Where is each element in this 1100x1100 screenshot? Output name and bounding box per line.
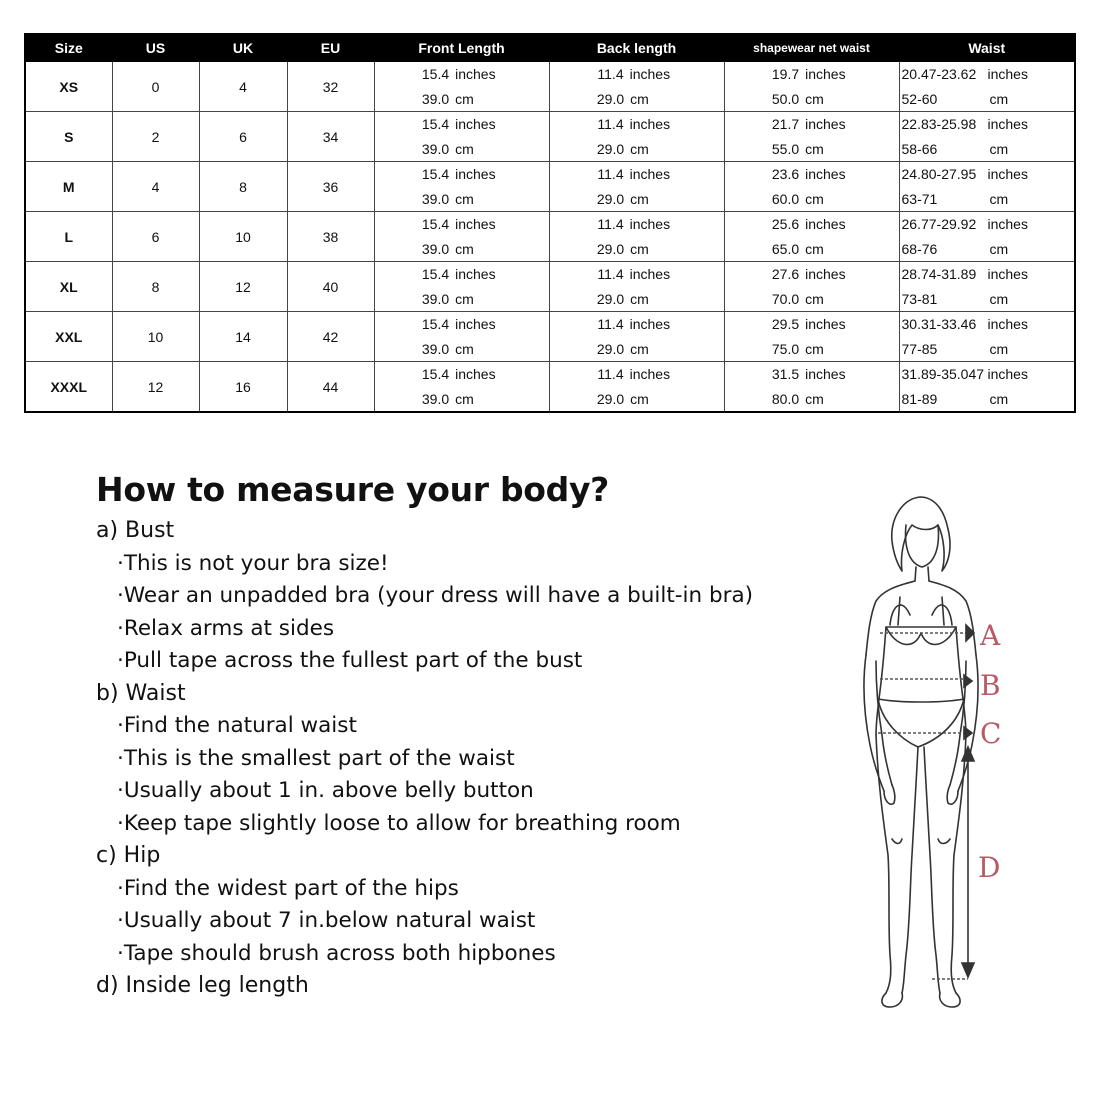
back-length-cm — [549, 387, 724, 413]
right-foot — [940, 993, 960, 1007]
bra-outline — [886, 627, 956, 644]
front-length-inches-unit: inches — [455, 166, 496, 183]
waist-inches-value: 30.31-33.46 — [901, 316, 977, 333]
front-length-cm-unit: cm — [455, 390, 474, 407]
us-cell: 12 — [112, 362, 199, 413]
front-length-cm-value: 39.0 — [421, 240, 450, 257]
waist-inches-unit: inches — [987, 266, 1028, 283]
net-waist-inches-value: 27.6 — [771, 266, 800, 283]
guide-item: · Usually about 7 in.below natural waist — [117, 905, 796, 938]
net-waist-cm — [724, 387, 899, 413]
left-hand — [884, 785, 895, 804]
header-back-length: Back length — [549, 34, 724, 62]
us-cell: 2 — [112, 112, 199, 162]
front-length-inches-value: 15.4 — [421, 116, 450, 133]
net-waist-inches — [724, 112, 899, 137]
waist-cm-unit: cm — [989, 90, 1009, 107]
waist-inches-unit: inches — [987, 66, 1028, 83]
net-waist-inches-value: 21.7 — [771, 116, 800, 133]
header-shapewear-net-waist: shapewear net waist — [724, 34, 899, 62]
arrow-c-icon — [964, 727, 972, 739]
uk-cell: 14 — [199, 312, 287, 362]
front-length-inches-value: 15.4 — [421, 266, 450, 283]
waist-cm-value: 63-71 — [901, 190, 938, 207]
waist-cm — [899, 287, 1075, 312]
waist-inches — [899, 62, 1075, 87]
table-row — [25, 112, 1075, 137]
guide-title: How to measure your body? — [96, 470, 610, 509]
back-length-cm — [549, 87, 724, 112]
waist-inches-value: 28.74-31.89 — [901, 266, 977, 283]
front-length-cm-unit: cm — [455, 340, 474, 357]
net-waist-inches-unit: inches — [805, 166, 846, 183]
arrow-down-icon — [962, 963, 974, 977]
arrow-up-icon — [962, 747, 974, 761]
us-cell: 0 — [112, 62, 199, 112]
net-waist-cm-unit: cm — [805, 140, 824, 157]
waist-inches-value: 22.83-25.98 — [901, 116, 977, 133]
net-waist-inches-value: 29.5 — [771, 316, 800, 333]
net-waist-cm — [724, 137, 899, 162]
guide-sections — [96, 515, 796, 1003]
back-length-inches — [549, 162, 724, 187]
back-length-inches-unit: inches — [629, 366, 671, 383]
front-length-cm-value: 39.0 — [421, 390, 450, 407]
net-waist-inches — [724, 212, 899, 237]
back-length-cm-value: 29.0 — [596, 290, 625, 307]
front-length-inches — [374, 162, 549, 187]
arrow-b-icon — [964, 675, 972, 687]
back-length-cm — [549, 237, 724, 262]
size-cell: M — [25, 162, 112, 212]
front-length-inches — [374, 362, 549, 387]
front-length-inches-value: 15.4 — [421, 166, 450, 183]
letter-d: D — [978, 851, 1001, 884]
eu-cell: 34 — [287, 112, 374, 162]
letter-a: A — [980, 619, 1001, 652]
back-length-cm-value: 29.0 — [596, 240, 625, 257]
net-waist-cm-value: 60.0 — [771, 190, 800, 207]
eu-cell: 32 — [287, 62, 374, 112]
back-length-inches-unit: inches — [629, 316, 671, 333]
front-length-cm — [374, 87, 549, 112]
guide-section-label: a) Bust — [96, 518, 175, 543]
eu-cell: 40 — [287, 262, 374, 312]
back-length-cm — [549, 287, 724, 312]
back-length-cm-unit: cm — [630, 240, 649, 257]
waist-inches-unit: inches — [987, 316, 1028, 333]
back-length-inches-value: 11.4 — [597, 316, 624, 333]
net-waist-cm-unit: cm — [805, 190, 824, 207]
uk-cell: 12 — [199, 262, 287, 312]
table-header-row — [25, 34, 1075, 62]
guide-section-label: c) Hip — [96, 843, 161, 868]
back-length-cm — [549, 187, 724, 212]
net-waist-cm — [724, 287, 899, 312]
front-length-inches-value: 15.4 — [421, 316, 450, 333]
waist-inches — [899, 112, 1075, 137]
waist-inches-value: 26.77-29.92 — [901, 216, 977, 233]
front-length-cm — [374, 237, 549, 262]
back-length-inches — [549, 362, 724, 387]
waist-cm — [899, 187, 1075, 212]
front-length-inches-unit: inches — [455, 116, 496, 133]
waist-cm-unit: cm — [989, 290, 1009, 307]
front-length-inches — [374, 312, 549, 337]
front-length-cm-value: 39.0 — [421, 90, 450, 107]
us-cell: 4 — [112, 162, 199, 212]
waist-inches — [899, 212, 1075, 237]
uk-cell: 4 — [199, 62, 287, 112]
net-waist-inches-value: 31.5 — [771, 366, 800, 383]
net-waist-inches — [724, 312, 899, 337]
eu-cell: 44 — [287, 362, 374, 413]
front-length-cm — [374, 287, 549, 312]
waist-cm — [899, 337, 1075, 362]
net-waist-cm-unit: cm — [805, 340, 824, 357]
net-waist-cm-value: 75.0 — [771, 340, 800, 357]
front-length-cm — [374, 387, 549, 413]
uk-cell: 6 — [199, 112, 287, 162]
back-length-inches-unit: inches — [629, 166, 671, 183]
front-length-cm-unit: cm — [455, 240, 474, 257]
back-length-cm-value: 29.0 — [596, 190, 625, 207]
waist-inches — [899, 312, 1075, 337]
left-foot — [882, 993, 902, 1007]
eu-cell: 38 — [287, 212, 374, 262]
net-waist-inches-unit: inches — [805, 116, 846, 133]
size-cell: XXXL — [25, 362, 112, 413]
front-length-cm-unit: cm — [455, 90, 474, 107]
back-length-cm-unit: cm — [630, 90, 649, 107]
front-length-inches — [374, 62, 549, 87]
front-length-inches — [374, 262, 549, 287]
front-length-inches-value: 15.4 — [421, 366, 450, 383]
right-hand — [947, 785, 958, 804]
waist-inches-unit: inches — [987, 116, 1028, 133]
back-length-cm — [549, 337, 724, 362]
waist-inches-unit: inches — [987, 216, 1028, 233]
back-length-inches-value: 11.4 — [597, 266, 624, 283]
guide-item: · Keep tape slightly loose to allow for breathing room — [117, 808, 796, 841]
waist-inches-unit: inches — [987, 166, 1028, 183]
front-length-cm — [374, 337, 549, 362]
waist-cm — [899, 387, 1075, 413]
net-waist-inches-unit: inches — [805, 66, 846, 83]
waist-inches-value: 20.47-23.62 — [901, 66, 977, 83]
waist-cm-value: 73-81 — [901, 290, 938, 307]
back-length-inches-unit: inches — [629, 66, 671, 83]
briefs-outline — [878, 699, 964, 747]
waist-cm-value: 77-85 — [901, 340, 938, 357]
waist-inches-unit: inches — [987, 366, 1028, 383]
face-outline — [906, 525, 939, 567]
net-waist-cm-unit: cm — [805, 240, 824, 257]
table-row — [25, 362, 1075, 387]
back-length-inches-unit: inches — [629, 216, 671, 233]
back-length-cm-value: 29.0 — [596, 340, 625, 357]
net-waist-inches — [724, 262, 899, 287]
guide-item: · Usually about 1 in. above belly button — [117, 775, 796, 808]
table-row — [25, 212, 1075, 237]
measure-guide — [96, 470, 796, 1003]
guide-section-label: b) Waist — [96, 680, 186, 706]
front-length-inches-value: 15.4 — [421, 66, 450, 83]
front-length-cm — [374, 187, 549, 212]
front-length-inches-value: 15.4 — [421, 216, 450, 233]
guide-item: · Find the widest part of the hips — [117, 873, 796, 906]
net-waist-inches — [724, 62, 899, 87]
net-waist-inches-value: 25.6 — [771, 216, 800, 233]
guide-section-label: d) Inside leg length — [96, 973, 309, 998]
net-waist-cm-unit: cm — [805, 290, 824, 307]
back-length-inches-value: 11.4 — [597, 66, 624, 83]
guide-item: · This is not your bra size! — [117, 548, 796, 581]
net-waist-cm — [724, 337, 899, 362]
uk-cell: 16 — [199, 362, 287, 413]
back-length-cm — [549, 137, 724, 162]
back-length-inches — [549, 62, 724, 87]
waist-cm — [899, 237, 1075, 262]
net-waist-inches — [724, 362, 899, 387]
back-length-inches-value: 11.4 — [597, 366, 624, 383]
back-length-cm-unit: cm — [630, 390, 649, 407]
waist-cm-unit: cm — [989, 240, 1009, 257]
eu-cell: 36 — [287, 162, 374, 212]
left-arm — [864, 655, 884, 791]
back-length-cm-unit: cm — [630, 290, 649, 307]
guide-item: · Wear an unpadded bra (your dress will have a built-in bra) — [117, 580, 796, 613]
net-waist-cm-value: 80.0 — [771, 390, 800, 407]
waist-inches — [899, 262, 1075, 287]
header-waist: Waist — [899, 34, 1075, 62]
back-length-cm-value: 29.0 — [596, 390, 625, 407]
net-waist-cm-value: 55.0 — [771, 140, 800, 157]
waist-inches — [899, 362, 1075, 387]
front-length-inches-unit: inches — [455, 66, 496, 83]
waist-inches-value: 24.80-27.95 — [901, 166, 977, 183]
header-eu: EU — [287, 34, 374, 62]
guide-item: · This is the smallest part of the waist — [117, 743, 796, 776]
header-us: US — [112, 34, 199, 62]
waist-cm — [899, 87, 1075, 112]
us-cell: 8 — [112, 262, 199, 312]
net-waist-inches-value: 19.7 — [771, 66, 800, 83]
header-size: Size — [25, 34, 112, 62]
front-length-inches-unit: inches — [455, 316, 496, 333]
guide-item: · Tape should brush across both hipbones — [117, 938, 796, 971]
header-uk: UK — [199, 34, 287, 62]
waist-inches — [899, 162, 1075, 187]
waist-cm-value: 68-76 — [901, 240, 938, 257]
back-length-inches-unit: inches — [629, 116, 671, 133]
front-length-inches-unit: inches — [455, 266, 496, 283]
back-length-inches-value: 11.4 — [597, 216, 624, 233]
net-waist-cm-value: 65.0 — [771, 240, 800, 257]
front-length-cm — [374, 137, 549, 162]
letter-b: B — [980, 669, 1001, 702]
waist-cm-value: 58-66 — [901, 140, 938, 157]
net-waist-cm-unit: cm — [805, 390, 824, 407]
back-length-cm-unit: cm — [630, 140, 649, 157]
front-length-cm-unit: cm — [455, 140, 474, 157]
hair-outline — [892, 497, 950, 571]
back-length-inches — [549, 212, 724, 237]
net-waist-inches-value: 23.6 — [771, 166, 800, 183]
front-length-inches — [374, 212, 549, 237]
net-waist-inches-unit: inches — [805, 366, 846, 383]
net-waist-inches-unit: inches — [805, 266, 846, 283]
front-length-cm-value: 39.0 — [421, 140, 450, 157]
front-length-inches-unit: inches — [455, 366, 496, 383]
size-chart-table — [24, 33, 1076, 413]
back-length-inches — [549, 262, 724, 287]
waist-cm-unit: cm — [989, 140, 1009, 157]
table-row — [25, 312, 1075, 337]
back-length-cm-unit: cm — [630, 190, 649, 207]
waist-cm-value: 81-89 — [901, 390, 938, 407]
eu-cell: 42 — [287, 312, 374, 362]
net-waist-cm — [724, 237, 899, 262]
us-cell: 6 — [112, 212, 199, 262]
back-length-inches — [549, 112, 724, 137]
table-row — [25, 162, 1075, 187]
net-waist-cm-unit: cm — [805, 90, 824, 107]
size-cell: XXL — [25, 312, 112, 362]
net-waist-cm-value: 70.0 — [771, 290, 800, 307]
waist-cm-unit: cm — [989, 190, 1009, 207]
guide-item: · Relax arms at sides — [117, 613, 796, 646]
letter-c: C — [980, 717, 1002, 750]
net-waist-cm — [724, 187, 899, 212]
guide-item: · Pull tape across the fullest part of the bust — [117, 645, 796, 678]
waist-inches-value: 31.89-35.047 — [901, 366, 985, 383]
back-length-inches — [549, 312, 724, 337]
net-waist-inches-unit: inches — [805, 216, 846, 233]
table-row — [25, 62, 1075, 87]
front-length-cm-value: 39.0 — [421, 190, 450, 207]
header-front-length: Front Length — [374, 34, 549, 62]
back-length-inches-value: 11.4 — [597, 116, 624, 133]
size-cell: XS — [25, 62, 112, 112]
guide-item: · Find the natural waist — [117, 710, 796, 743]
size-cell: L — [25, 212, 112, 262]
back-length-cm-unit: cm — [630, 340, 649, 357]
uk-cell: 10 — [199, 212, 287, 262]
front-length-cm-value: 39.0 — [421, 340, 450, 357]
net-waist-cm — [724, 87, 899, 112]
back-length-inches-value: 11.4 — [597, 166, 624, 183]
waist-cm — [899, 137, 1075, 162]
us-cell: 10 — [112, 312, 199, 362]
left-side — [876, 627, 886, 735]
front-length-inches-unit: inches — [455, 216, 496, 233]
net-waist-cm-value: 50.0 — [771, 90, 800, 107]
front-length-cm-value: 39.0 — [421, 290, 450, 307]
back-length-cm-value: 29.0 — [596, 140, 625, 157]
waist-cm-unit: cm — [989, 390, 1009, 407]
back-length-cm-value: 29.0 — [596, 90, 625, 107]
waist-cm-value: 52-60 — [901, 90, 938, 107]
size-cell: S — [25, 112, 112, 162]
waist-cm-unit: cm — [989, 340, 1009, 357]
uk-cell: 8 — [199, 162, 287, 212]
front-length-inches — [374, 112, 549, 137]
back-length-inches-unit: inches — [629, 266, 671, 283]
net-waist-inches-unit: inches — [805, 316, 846, 333]
net-waist-inches — [724, 162, 899, 187]
front-length-cm-unit: cm — [455, 290, 474, 307]
table-row — [25, 262, 1075, 287]
body-measurement-figure — [840, 485, 1020, 1025]
size-cell: XL — [25, 262, 112, 312]
front-length-cm-unit: cm — [455, 190, 474, 207]
